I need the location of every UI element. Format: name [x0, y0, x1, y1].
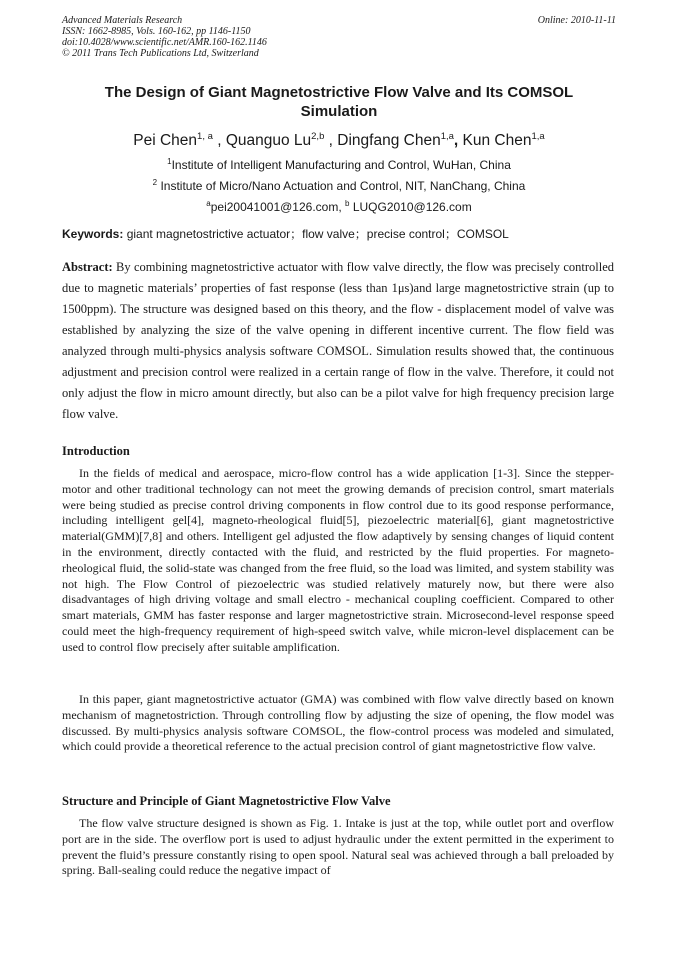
author-separator: , — [453, 132, 463, 149]
intro-paragraph-1: In the fields of medical and aerospace, micro-flow control has a wide application [1-3]. Since the stepper-motor and other traditional technology can not meet the growing demands of precision control, smart materials were being studied as precise control driving components in flow control due to its good response performance, including intelligent gel[4], magneto-rheological fluid[5], piezoelectric material[6], giant magnetostrictive material(GMM)[7,8] and others. Intelligent gel adjusted the flow adaptively by sensing changes of liquid content in the environment, directly contacted with the fluid, and restricted by the fluid properties. For magneto-rheological fluid, the solid-state was changed from the free fluid, so the load was limited, and system stability was not high. The Flow Control of piezoelectric was studied relatively maturely now, but there were also disadvantages of high driving voltage and small electro - mechanical coupling coefficient. Compared to other smart materials, GMM has faster response and larger magnetostrictive strain. Microsecond-level response speed could meet the high-frequency requirement of high-speed switch valve, while micron-level displacement can be used to control flow precisely after suitable amplification. — [62, 466, 614, 654]
issn-line: ISSN: 1662-8985, Vols. 160-162, pp 1146-1150 — [62, 26, 251, 37]
author-name: Kun Chen — [462, 132, 532, 149]
structure-paragraph-1: The flow valve structure designed is shown as Fig. 1. Intake is just at the top, while outlet port and overflow port are in the side. The overflow port is used to adjust hydraulic under the extent permitted in the experiment to prevent the fluid’s pressure constantly rising to open spool. Natural seal was achieved through a ball preloaded by spring. Ball-sealing could reduce the negative impact of — [62, 816, 614, 878]
affiliation-1 — [62, 157, 616, 173]
abstract-label: Abstract: — [62, 260, 113, 274]
email-a: pei20041001@126.com, — [210, 200, 342, 214]
section-heading-structure: Structure and Principle of Giant Magnetostrictive Flow Valve — [62, 794, 391, 808]
author-name: Quanguo Lu — [225, 132, 312, 149]
email-line — [62, 199, 616, 215]
author-affiliation-mark: 2,b — [311, 130, 325, 142]
paper-title — [62, 83, 616, 121]
keywords-text: giant magnetostrictive actuator；flow valve；precise control；COMSOL — [126, 227, 509, 241]
affiliation-2 — [62, 178, 616, 194]
affiliation-2-text: Institute of Micro/Nano Actuation and Control, NIT, NanChang, China — [160, 179, 526, 193]
title-line-1: The Design of Giant Magnetostrictive Flow Valve and Its COMSOL — [104, 84, 574, 101]
section-heading-introduction: Introduction — [62, 444, 130, 458]
copyright-line: © 2011 Trans Tech Publications Ltd, Switzerland — [62, 48, 259, 59]
intro-paragraph-2: In this paper, giant magnetostrictive actuator (GMA) was combined with flow valve directly based on known mechanism of magnetostriction. Through controlling flow by adjusting the size of opening, the flow model was discussed. By multi-physics analysis software COMSOL, the flow-control process was modeled and simulated, which could provide a theoretical reference to the actual precision control of giant magnetostrictive flow valve. — [62, 692, 614, 754]
author-affiliation-mark: 1,a — [440, 130, 454, 142]
abstract-text: By combining magnetostrictive actuator with flow valve directly, the flow was precisely controlled due to magnetic materials’ properties of fast response (less than 1μs)and large magnetostrictive strain (up to 1500ppm). The structure was designed based on this theory, and the flow - displacement model of valve was established by analyzing the size of the valve opening in different incentive current. The flow field was analyzed through multi-physics analysis software COMSOL. Simulation results showed that, the continuous adjustment and precision control were realized in a certain range of flow in the valve. Therefore, it could not only adjust the flow in micro amount directly, but also can be a pilot valve for high frequency precision large flow valve. — [62, 260, 614, 421]
email-b: LUQG2010@126.com — [352, 200, 472, 214]
keywords — [62, 226, 616, 242]
author-name: Dingfang Chen — [337, 132, 441, 149]
affiliation-1-mark: 1 — [167, 157, 172, 166]
author-list — [62, 130, 616, 152]
keywords-label: Keywords: — [62, 227, 124, 241]
affiliation-1-text: Institute of Intelligent Manufacturing and Control, WuHan, China — [171, 158, 511, 172]
author-name: Pei Chen — [133, 132, 198, 149]
journal-header — [62, 15, 616, 59]
abstract — [62, 257, 614, 425]
doi-line: doi:10.4028/www.scientific.net/AMR.160-162.1146 — [62, 37, 267, 48]
email-b-mark: b — [345, 199, 350, 208]
author-separator: , — [324, 132, 338, 149]
affiliation-2-mark: 2 — [152, 178, 158, 187]
journal-name: Advanced Materials Research — [62, 15, 183, 26]
email-a-mark: a — [206, 199, 211, 208]
author-separator: , — [212, 132, 226, 149]
online-date: Online: 2010-11-11 — [537, 15, 616, 26]
author-affiliation-mark: 1,a — [531, 130, 545, 142]
author-affiliation-mark: 1, a — [197, 130, 213, 142]
title-line-2: Simulation — [300, 103, 378, 120]
